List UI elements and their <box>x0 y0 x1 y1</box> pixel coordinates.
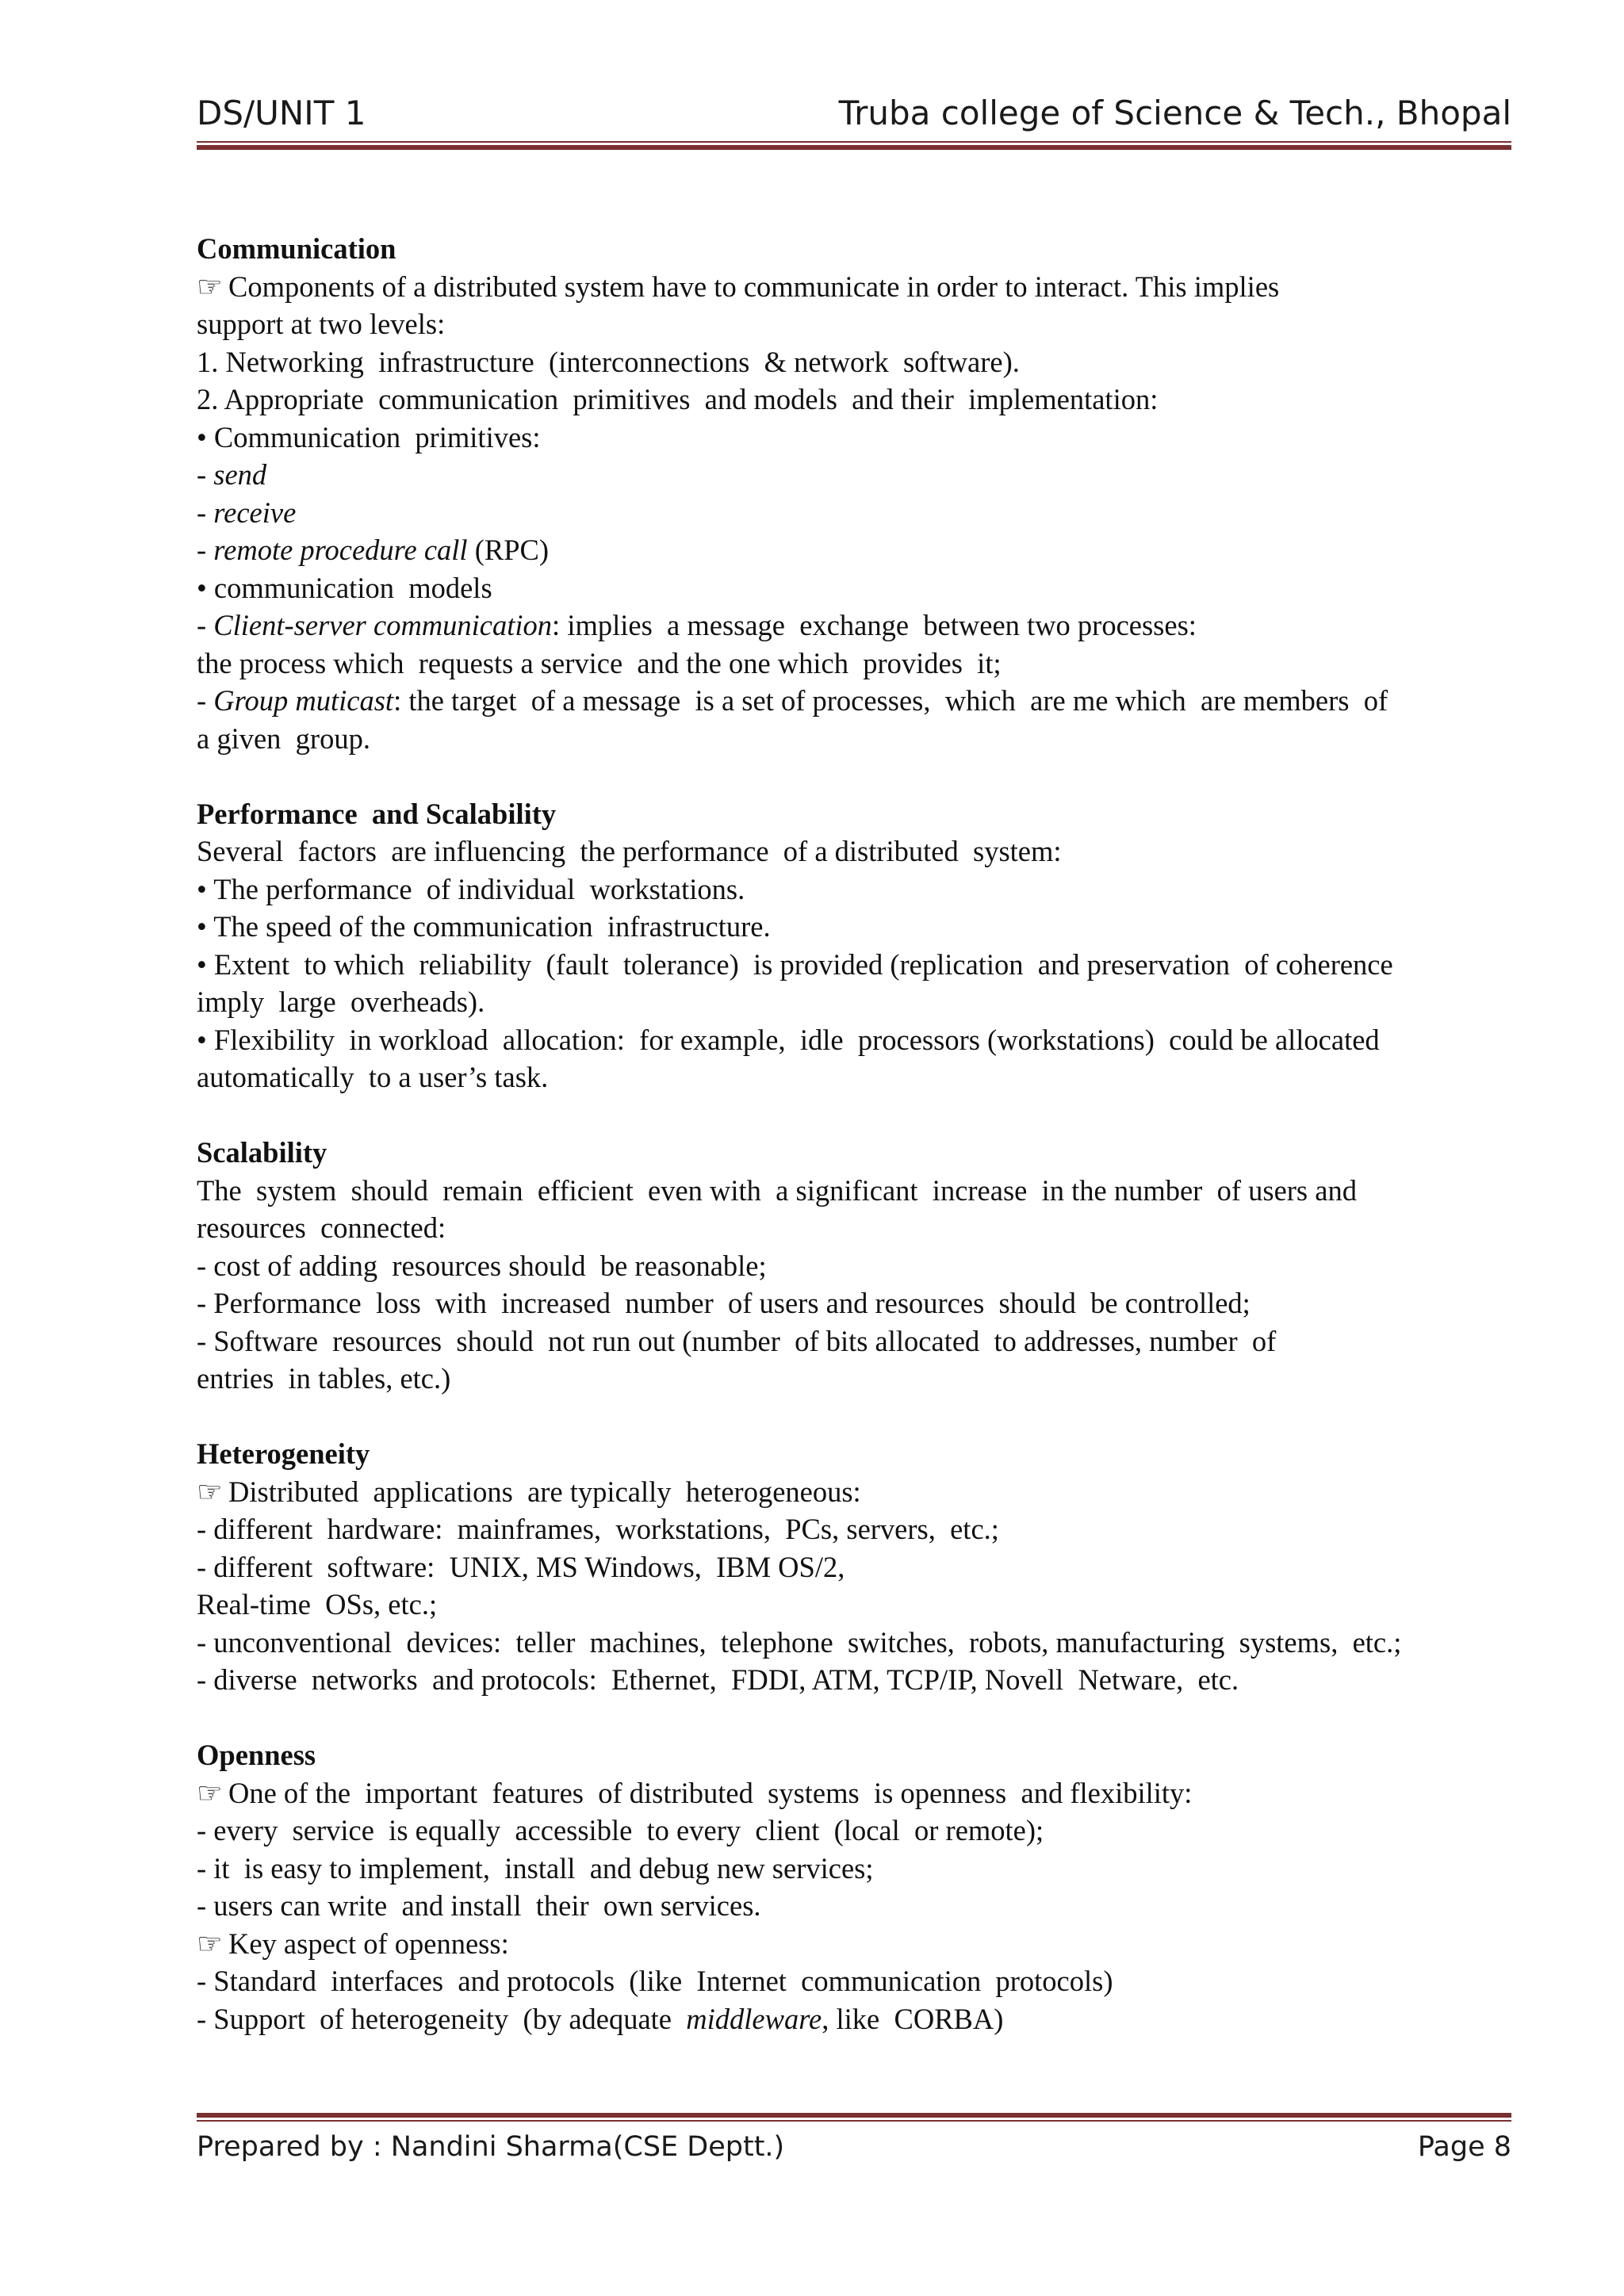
footer-author: Prepared by : Nandini Sharma(CSE Deptt.) <box>197 2131 785 2163</box>
pointing-hand-icon: ☞ <box>197 1927 223 1960</box>
paragraph-line: entries in tables, etc.) <box>197 1362 451 1395</box>
pointing-hand-icon: ☞ <box>197 1475 223 1508</box>
section-gap <box>197 757 1505 795</box>
paragraph-line <box>197 1774 1505 1812</box>
pointing-hand-icon: ☞ <box>197 1776 223 1809</box>
section-heading-heterogeneity: Heterogeneity <box>197 1437 370 1470</box>
list-item <box>197 456 1505 494</box>
header-rule-thin <box>197 141 1511 143</box>
list-item: - cost of adding resources should be reasonable; <box>197 1249 767 1282</box>
section-gap <box>197 1096 1505 1135</box>
list-item: - different hardware: mainframes, workstations, PCs, servers, etc.; <box>197 1513 999 1545</box>
paragraph-line <box>197 1925 1505 1963</box>
pointing-hand-icon: ☞ <box>197 270 223 303</box>
list-item: - Performance loss with increased number of users and resources should be controlled; <box>197 1287 1251 1319</box>
italic-term: remote procedure call <box>213 534 468 566</box>
dash: - <box>197 609 214 641</box>
header-college-name: Truba college of Science & Tech., Bhopal <box>838 94 1511 132</box>
paragraph-line: a given group. <box>197 721 370 755</box>
text-run: Key aspect of openness: <box>228 1927 509 1960</box>
dash: - <box>197 684 214 717</box>
italic-term: Client-server communication <box>213 609 553 641</box>
header-unit-title: DS/UNIT 1 <box>197 94 366 132</box>
bullet-line: • The speed of the communication infrastructure. <box>197 910 771 943</box>
text-run: One of the important features of distributed systems is openness and flexibility: <box>228 1776 1193 1809</box>
bullet-line: • Extent to which reliability (fault tolerance) is provided (replication and preservation of coherence <box>197 947 1393 981</box>
paragraph-line: the process which requests a service and the one which provides it; <box>197 646 1002 679</box>
list-item: - Software resources should not run out (number of bits allocated to addresses, number of <box>197 1324 1277 1357</box>
bullet-line: • The performance of individual workstations. <box>197 872 745 905</box>
section-gap <box>197 1398 1505 1436</box>
page-number: Page 8 <box>1417 2131 1511 2163</box>
list-item <box>197 682 1505 720</box>
footer-rule-thin <box>197 2120 1511 2122</box>
dash: - <box>197 534 214 566</box>
page-body <box>197 230 1505 2038</box>
paragraph-line: The system should remain efficient even with a significant increase in the number of users and <box>197 1173 1357 1207</box>
header-rule-thick <box>197 145 1511 150</box>
paragraph-line: 2. Appropriate communication primitives and models and their implementation: <box>197 383 1159 415</box>
bullet-line: • Communication primitives: <box>197 420 541 453</box>
text-run: : implies a message exchange between two processes: <box>552 609 1197 641</box>
section-heading-openness: Openness <box>197 1739 316 1771</box>
paragraph-line: 1. Networking infrastructure (interconnections & network software). <box>197 345 1020 378</box>
italic-term: send <box>213 458 267 491</box>
section-gap <box>197 1699 1505 1737</box>
text-run: , like CORBA) <box>822 2002 1004 2035</box>
text-run: - Support of heterogeneity (by adequate <box>197 2002 687 2035</box>
paragraph-line: Real-time OSs, etc.; <box>197 1588 438 1621</box>
paragraph-line: support at two levels: <box>197 308 446 340</box>
section-heading-communication: Communication <box>197 232 396 265</box>
footer-rule-thick <box>197 2113 1511 2118</box>
italic-term: Group muticast <box>213 684 394 717</box>
paragraph-line <box>197 268 1505 306</box>
text-run: : the target of a message is a set of processes, which are me which are members of <box>393 684 1388 717</box>
paragraph-line: Several factors are influencing the performance of a distributed system: <box>197 835 1062 867</box>
italic-term: receive <box>213 496 297 529</box>
bullet-line: • communication models <box>197 571 492 604</box>
list-item <box>197 607 1505 645</box>
text-run: (RPC) <box>467 534 550 566</box>
list-item: - it is easy to implement, install and debug new services; <box>197 1851 874 1885</box>
text-run: Components of a distributed system have to communicate in order to interact. This implies <box>228 270 1280 303</box>
list-item <box>197 2000 1505 2038</box>
list-item <box>197 531 1505 569</box>
text-run: Distributed applications are typically heterogeneous: <box>228 1475 861 1508</box>
list-item: - different software: UNIX, MS Windows, IBM OS/2, <box>197 1550 845 1583</box>
italic-term: middleware <box>686 2002 822 2035</box>
dash: - <box>197 458 214 491</box>
bullet-line: • Flexibility in workload allocation: for example, idle processors (workstations) could be allocated <box>197 1023 1380 1056</box>
paragraph-line: resources connected: <box>197 1211 446 1244</box>
paragraph-line <box>197 1473 1505 1511</box>
section-heading-performance: Performance and Scalability <box>197 797 557 830</box>
page-header <box>197 94 1511 144</box>
section-heading-scalability: Scalability <box>197 1136 327 1169</box>
dash: - <box>197 496 214 529</box>
list-item: - diverse networks and protocols: Ethernet, FDDI, ATM, TCP/IP, Novell Netware, etc. <box>197 1663 1239 1696</box>
list-item <box>197 494 1505 532</box>
list-item: - every service is equally accessible to every client (local or remote); <box>197 1814 1044 1846</box>
list-item: - Standard interfaces and protocols (like Internet communication protocols) <box>197 1965 1113 1997</box>
paragraph-line: imply large overheads). <box>197 985 485 1018</box>
list-item: - unconventional devices: teller machines, telephone switches, robots, manufacturing systems, etc.; <box>197 1625 1402 1659</box>
paragraph-line: automatically to a user’s task. <box>197 1061 549 1093</box>
list-item: - users can write and install their own services. <box>197 1889 761 1922</box>
